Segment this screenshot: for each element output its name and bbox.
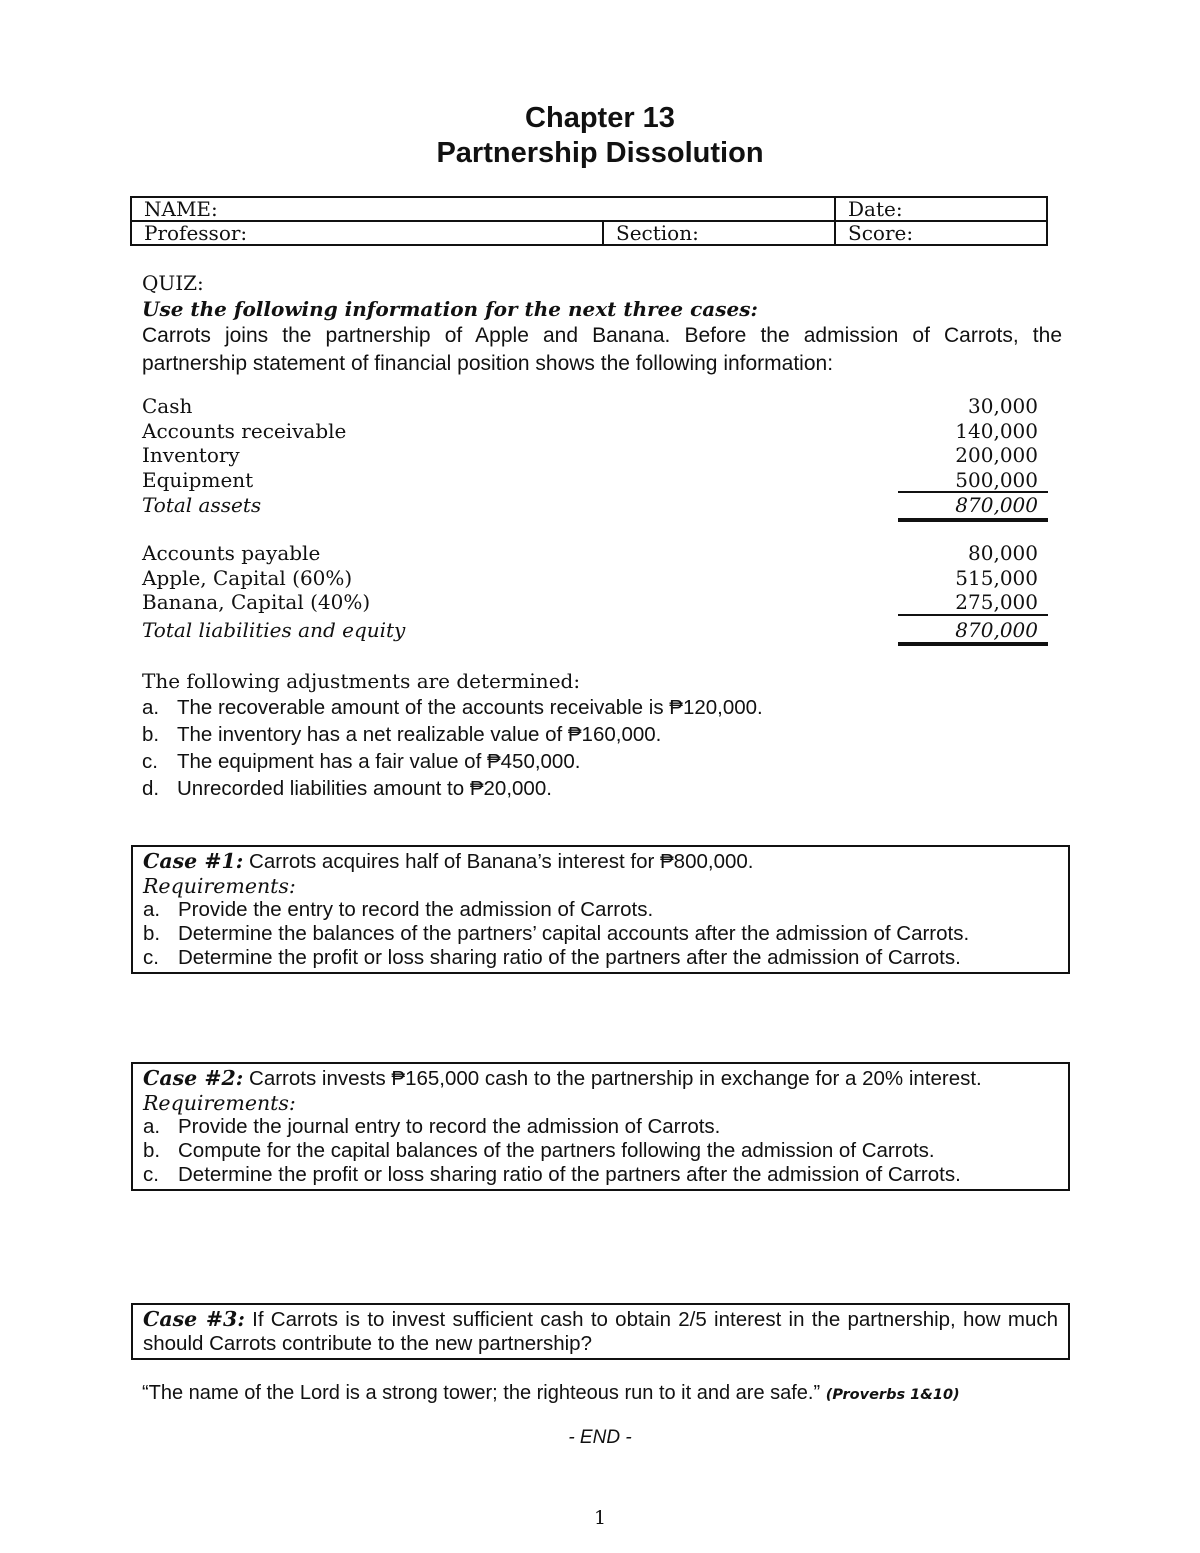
assets-statement xyxy=(142,394,1048,518)
item-letter: d. xyxy=(142,777,160,800)
statement-row xyxy=(142,590,1048,615)
date-field: Date: xyxy=(835,197,1047,221)
row-label: Accounts payable xyxy=(142,541,321,565)
item-text: The inventory has a net realizable value of ₱160,000. xyxy=(177,723,662,746)
case-statement xyxy=(143,1307,1058,1356)
statement-row xyxy=(142,541,1048,566)
quote-reference: (Proverbs 1&10) xyxy=(825,1387,960,1403)
page-number: 1 xyxy=(593,1507,607,1529)
list-item xyxy=(143,1115,1058,1139)
statement-row xyxy=(142,419,1048,444)
item-letter: b. xyxy=(143,1139,161,1162)
score-field: Score: xyxy=(835,221,1047,245)
list-item xyxy=(143,1139,1058,1163)
item-text: Provide the journal entry to record the admission of Carrots. xyxy=(178,1115,721,1138)
case-label: Case #3: xyxy=(143,1307,245,1331)
total-label: Total assets xyxy=(142,493,262,517)
liabilities-equity-statement xyxy=(142,541,1048,642)
item-letter: a. xyxy=(143,1115,161,1138)
item-text: Unrecorded liabilities amount to ₱20,000. xyxy=(177,777,552,800)
item-letter: c. xyxy=(143,1163,159,1186)
case-statement xyxy=(143,1066,1058,1091)
list-item xyxy=(142,775,1062,802)
case-3-box xyxy=(131,1303,1070,1360)
total-double-rule xyxy=(898,642,1048,646)
professor-field: Professor: xyxy=(131,221,603,245)
item-text: Compute for the capital balances of the partners following the admission of Carrots. xyxy=(178,1139,935,1162)
row-value: 275,000 xyxy=(955,590,1038,614)
total-liabilities-equity-row xyxy=(142,618,1048,643)
case-text: Carrots acquires half of Banana’s interest for ₱800,000. xyxy=(243,850,754,873)
statement-row xyxy=(142,394,1048,419)
total-value: 870,000 xyxy=(955,493,1038,517)
row-value: 200,000 xyxy=(955,443,1038,467)
item-letter: b. xyxy=(143,922,161,945)
case-2-box xyxy=(131,1062,1070,1191)
item-text: Determine the profit or loss sharing ratio of the partners after the admission of Carrots. xyxy=(178,946,961,969)
total-double-rule xyxy=(898,518,1048,522)
item-text: Determine the balances of the partners’ capital accounts after the admission of Carrots. xyxy=(178,922,970,945)
requirements-label: Requirements: xyxy=(143,874,296,898)
list-item xyxy=(142,694,1062,721)
adjustments-intro: The following adjustments are determined: xyxy=(142,669,581,693)
page-title: Partnership Dissolution xyxy=(436,137,764,169)
row-value: 80,000 xyxy=(968,541,1038,565)
total-value: 870,000 xyxy=(955,617,1038,642)
quiz-section xyxy=(142,270,1062,378)
case-label: Case #2: xyxy=(143,1066,244,1090)
subtotal-rule xyxy=(898,614,1048,616)
item-text: The recoverable amount of the accounts receivable is ₱120,000. xyxy=(177,696,763,719)
quiz-label: QUIZ: xyxy=(142,271,204,295)
item-text: Determine the profit or loss sharing ratio of the partners after the admission of Carrots. xyxy=(178,1163,961,1186)
chapter-heading: Chapter 13 xyxy=(525,102,675,134)
item-text: The equipment has a fair value of ₱450,000. xyxy=(177,750,581,773)
case-text: If Carrots is to invest sufficient cash to obtain 2/5 interest in the partnership, how much should Carrots contribute to the new partnership? xyxy=(143,1308,1058,1355)
row-value: 30,000 xyxy=(968,394,1038,418)
item-letter: c. xyxy=(143,946,159,969)
adjustments-section xyxy=(142,668,1062,802)
row-label: Apple, Capital (60%) xyxy=(142,565,353,590)
case-label: Case #1: xyxy=(143,849,244,873)
row-label: Equipment xyxy=(142,467,254,492)
requirements-label: Requirements: xyxy=(143,1091,296,1115)
list-item xyxy=(142,748,1062,775)
closing-quote xyxy=(142,1381,1042,1408)
row-value: 500,000 xyxy=(955,467,1038,492)
case-1-box xyxy=(131,845,1070,974)
total-assets-row xyxy=(142,493,1048,518)
quiz-intro: Carrots joins the partnership of Apple and Banana. Before the admission of Carrots, the partnership statement of financial position shows the following information: xyxy=(142,324,1062,375)
statement-row xyxy=(142,443,1048,468)
item-letter: a. xyxy=(143,898,161,921)
section-field: Section: xyxy=(603,221,835,245)
row-value: 515,000 xyxy=(955,565,1038,590)
list-item xyxy=(143,946,1058,970)
statement-row xyxy=(142,566,1048,591)
total-label: Total liabilities and equity xyxy=(142,617,406,642)
row-value: 140,000 xyxy=(955,418,1038,443)
end-marker: - END - xyxy=(568,1427,632,1448)
case-text: Carrots invests ₱165,000 cash to the partnership in exchange for a 20% interest. xyxy=(243,1067,982,1090)
row-label: Banana, Capital (40%) xyxy=(142,590,371,614)
statement-row xyxy=(142,468,1048,493)
row-label: Inventory xyxy=(142,443,240,467)
quiz-instruction: Use the following information for the next three cases: xyxy=(142,297,758,321)
item-letter: b. xyxy=(142,723,160,746)
item-letter: c. xyxy=(142,750,158,773)
row-label: Cash xyxy=(142,394,193,418)
quote-text: “The name of the Lord is a strong tower; the righteous run to it and are safe.” xyxy=(142,1382,821,1404)
row-label: Accounts receivable xyxy=(142,418,347,443)
item-letter: a. xyxy=(142,696,160,719)
list-item xyxy=(142,721,1062,748)
case-statement xyxy=(143,849,1058,874)
list-item xyxy=(143,922,1058,946)
item-text: Provide the entry to record the admission of Carrots. xyxy=(178,898,654,921)
list-item xyxy=(143,1163,1058,1187)
student-info-table xyxy=(130,196,1048,246)
name-field: NAME: xyxy=(131,197,835,221)
list-item xyxy=(143,898,1058,922)
